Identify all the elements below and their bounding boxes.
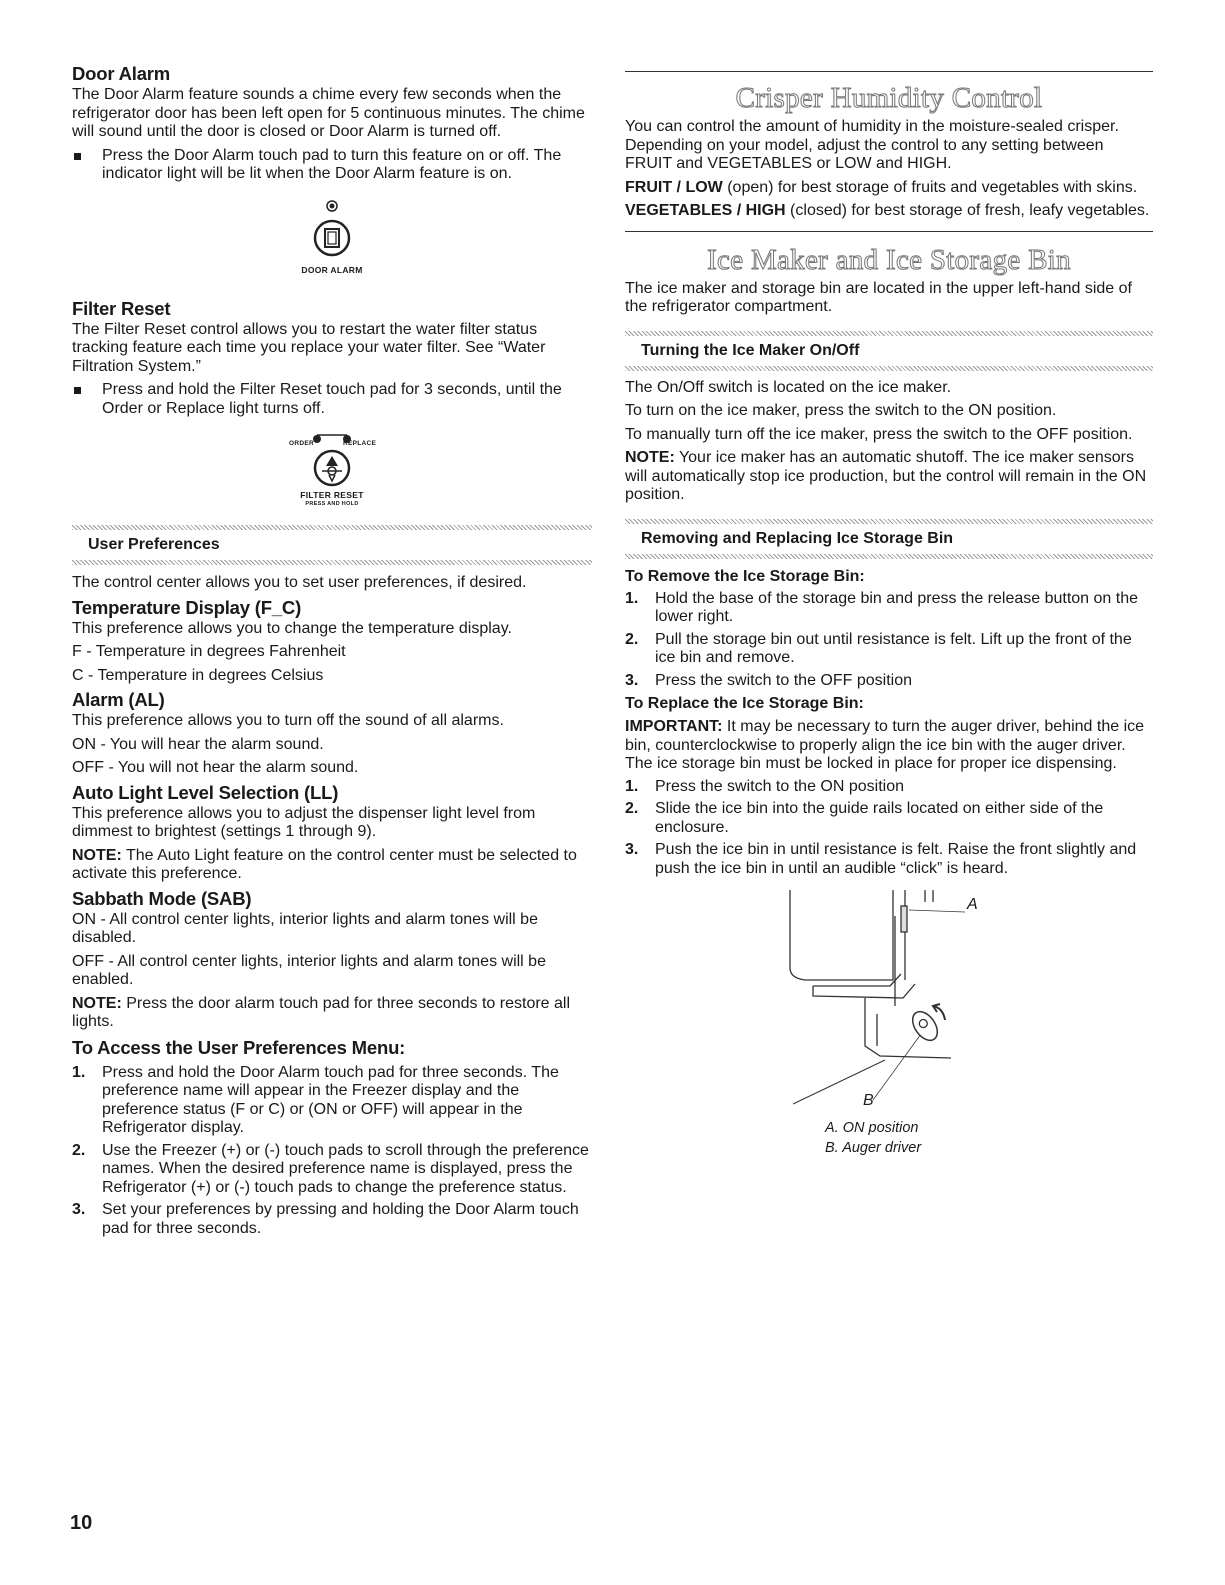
auto-light-paragraph: This preference allows you to adjust the dispenser light level from dimmest to brightest (settings 1 through 9). <box>72 804 536 840</box>
fruit-low-label: FRUIT / LOW <box>625 178 723 196</box>
note-label: NOTE: <box>625 449 675 466</box>
caption-a: A. ON position <box>825 1120 919 1136</box>
remove-step <box>625 590 1153 627</box>
order-label: ORDER <box>289 440 314 447</box>
ice-note <box>625 449 1153 505</box>
step-number: 3. <box>625 841 639 858</box>
ice-paragraph: The ice maker and storage bin are located in the upper left-hand side of the refrigerator compartment. <box>625 279 1132 315</box>
bullet-square <box>74 153 81 160</box>
sabbath-heading: Sabbath Mode (SAB) <box>72 887 252 909</box>
access-step <box>72 1201 592 1238</box>
turn-on-text: To turn on the ice maker, press the switch to the ON position. <box>625 402 1057 419</box>
filter-reset-icon-label: FILTER RESET <box>300 490 364 500</box>
door-alarm-icon <box>302 198 362 260</box>
replace-step <box>625 800 1153 837</box>
removing-bin-band <box>625 519 1153 559</box>
user-prefs-intro: The control center allows you to set user preferences, if desired. <box>72 574 527 591</box>
door-alarm-heading: Door Alarm <box>72 63 171 84</box>
left-column <box>72 62 592 1238</box>
caption-b: B. Auger driver <box>825 1140 922 1156</box>
veg-high-desc: (closed) for best storage of fresh, leafy vegetables. <box>785 202 1150 219</box>
filter-reset-heading: Filter Reset <box>72 297 171 319</box>
replace-bin-heading: To Replace the Ice Storage Bin: <box>625 695 864 712</box>
step-text: Slide the ice bin into the guide rails located on either side of the enclosure. <box>655 800 1104 836</box>
step-text: Hold the base of the storage bin and press the release button on the lower right. <box>655 589 1138 625</box>
veg-high-text <box>625 202 1153 221</box>
step-number: 2. <box>72 1141 86 1159</box>
bullet-square <box>74 387 81 394</box>
alarm-paragraph: This preference allows you to turn off the sound of all alarms. <box>72 712 504 729</box>
filter-reset-paragraph: The Filter Reset control allows you to restart the water filter status tracking feature each time you replace your water filter. See “Water Filtration System.” <box>72 320 546 375</box>
door-alarm-bullet-text: Press the Door Alarm touch pad to turn this feature on or off. The indicator light will be lit when the Door Alarm feature is on. <box>102 146 562 182</box>
step-text: Pull the storage bin out until resistance is felt. Lift up the front of the ice bin and remove. <box>655 630 1132 666</box>
filter-reset-icon <box>312 448 352 488</box>
press-and-hold-label: PRESS AND HOLD <box>305 501 359 507</box>
step-number: 2. <box>625 630 639 648</box>
user-preferences-band-label: User Preferences <box>88 536 220 553</box>
step-number: 2. <box>625 800 639 817</box>
crisper-title: Crisper Humidity Control <box>735 82 1043 114</box>
filter-reset-figure <box>72 434 592 507</box>
step-number: 1. <box>625 589 639 607</box>
crisper-rule <box>625 71 1153 72</box>
right-column <box>625 71 1153 1166</box>
important-desc: It may be necessary to turn the auger driver, behind the ice bin, counterclockwise to properly align the ice bin with the auger driver. The ice storage bin must be locked in place for proper ice dispensing. <box>625 718 1145 772</box>
turn-off-text: To manually turn off the ice maker, press the switch to the OFF position. <box>625 425 1133 443</box>
note-label: NOTE: <box>72 846 122 864</box>
user-preferences-band <box>72 525 592 565</box>
step-text: Press and hold the Door Alarm touch pad for three seconds. The preference name will appear in the Freezer display and the preference status (F or C) or (ON or OFF) will appear in the Refrigerator display. <box>102 1063 559 1136</box>
remove-step <box>625 631 1153 668</box>
ice-bin-diagram <box>625 886 1153 1116</box>
temp-f-text: F - Temperature in degrees Fahrenheit <box>72 643 346 660</box>
step-number: 1. <box>625 777 639 795</box>
label-b: B <box>863 1092 874 1109</box>
replace-label: REPLACE <box>343 440 377 447</box>
fruit-low-text <box>625 179 1153 198</box>
auto-light-note <box>72 847 592 884</box>
sabbath-note-text: Press the door alarm touch pad for three seconds to restore all lights. <box>72 994 571 1030</box>
filter-reset-bullet-text: Press and hold the Filter Reset touch pad for 3 seconds, until the Order or Replace light turns off. <box>102 381 562 417</box>
door-alarm-figure <box>72 198 592 275</box>
alarm-off-text: OFF - You will not hear the alarm sound. <box>72 759 359 776</box>
temp-display-paragraph: This preference allows you to change the temperature display. <box>72 619 512 637</box>
step-number: 3. <box>72 1201 86 1218</box>
temp-c-text: C - Temperature in degrees Celsius <box>72 666 324 684</box>
figure-caption <box>825 1118 921 1158</box>
ice-title: Ice Maker and Ice Storage Bin <box>707 243 1071 276</box>
removing-bin-label: Removing and Replacing Ice Storage Bin <box>641 529 954 547</box>
ice-rule <box>625 231 1153 232</box>
step-text: Set your preferences by pressing and holding the Door Alarm touch pad for three seconds. <box>102 1201 579 1237</box>
page-number: 10 <box>70 1512 93 1534</box>
step-text: Press the switch to the OFF position <box>655 671 912 689</box>
turning-ice-maker-label: Turning the Ice Maker On/Off <box>641 341 860 359</box>
sabbath-off-text: OFF - All control center lights, interior lights and alarm tones will be enabled. <box>72 952 546 988</box>
auto-light-heading: Auto Light Level Selection (LL) <box>72 781 339 803</box>
remove-bin-heading: To Remove the Ice Storage Bin: <box>625 567 865 585</box>
important-text <box>625 718 1153 774</box>
fruit-low-desc: (open) for best storage of fruits and vegetables with skins. <box>722 178 1138 196</box>
auto-light-note-text: The Auto Light feature on the control center must be selected to activate this preference. <box>72 846 577 882</box>
access-step <box>72 1142 592 1198</box>
filter-reset-bullet <box>72 381 592 418</box>
replace-step <box>625 841 1153 878</box>
step-text: Push the ice bin in until resistance is felt. Raise the front slightly and push the ice bin in until an audible “click” is heard. <box>655 841 1137 877</box>
ice-note-text: Your ice maker has an automatic shutoff. The ice maker sensors will automatically stop ice production, but the control will remain in the ON position. <box>625 449 1147 503</box>
filter-indicator-row <box>277 434 387 448</box>
step-number: 3. <box>625 671 639 689</box>
remove-step <box>625 672 1153 691</box>
step-text: Use the Freezer (+) or (-) touch pads to scroll through the preference names. When the desired preference name is displayed, press the Refrigerator (+) or (-) touch pads to change the preference status. <box>102 1141 589 1196</box>
access-menu-heading: To Access the User Preferences Menu: <box>72 1036 406 1058</box>
sabbath-on-text: ON - All control center lights, interior lights and alarm tones will be disabled. <box>72 910 538 946</box>
crisper-paragraph: You can control the amount of humidity in the moisture-sealed crisper. Depending on your model, adjust the control to any setting between FRUIT and VEGETABLES or LOW and HIGH. <box>625 118 1119 172</box>
alarm-on-text: ON - You will hear the alarm sound. <box>72 735 324 753</box>
turning-ice-maker-band <box>625 331 1153 371</box>
access-step <box>72 1064 592 1138</box>
door-alarm-bullet <box>72 147 592 184</box>
sabbath-note <box>72 995 592 1032</box>
important-label: IMPORTANT: <box>625 718 723 735</box>
door-alarm-paragraph: The Door Alarm feature sounds a chime every few seconds when the refrigerator door has been left open for 5 continuous minutes. The chime will sound until the door is closed or Door Alarm is turned off. <box>72 86 585 140</box>
replace-step <box>625 778 1153 797</box>
temp-display-heading: Temperature Display (F_C) <box>72 596 302 618</box>
alarm-heading: Alarm (AL) <box>72 689 165 710</box>
label-a: A <box>967 896 978 913</box>
step-text: Press the switch to the ON position <box>655 777 904 795</box>
veg-high-label: VEGETABLES / HIGH <box>625 202 786 219</box>
onoff-switch-text: The On/Off switch is located on the ice maker. <box>625 378 952 396</box>
step-number: 1. <box>72 1063 86 1081</box>
door-alarm-icon-label: DOOR ALARM <box>301 264 363 275</box>
ice-bin-figure <box>625 886 1153 1166</box>
note-label: NOTE: <box>72 994 122 1012</box>
